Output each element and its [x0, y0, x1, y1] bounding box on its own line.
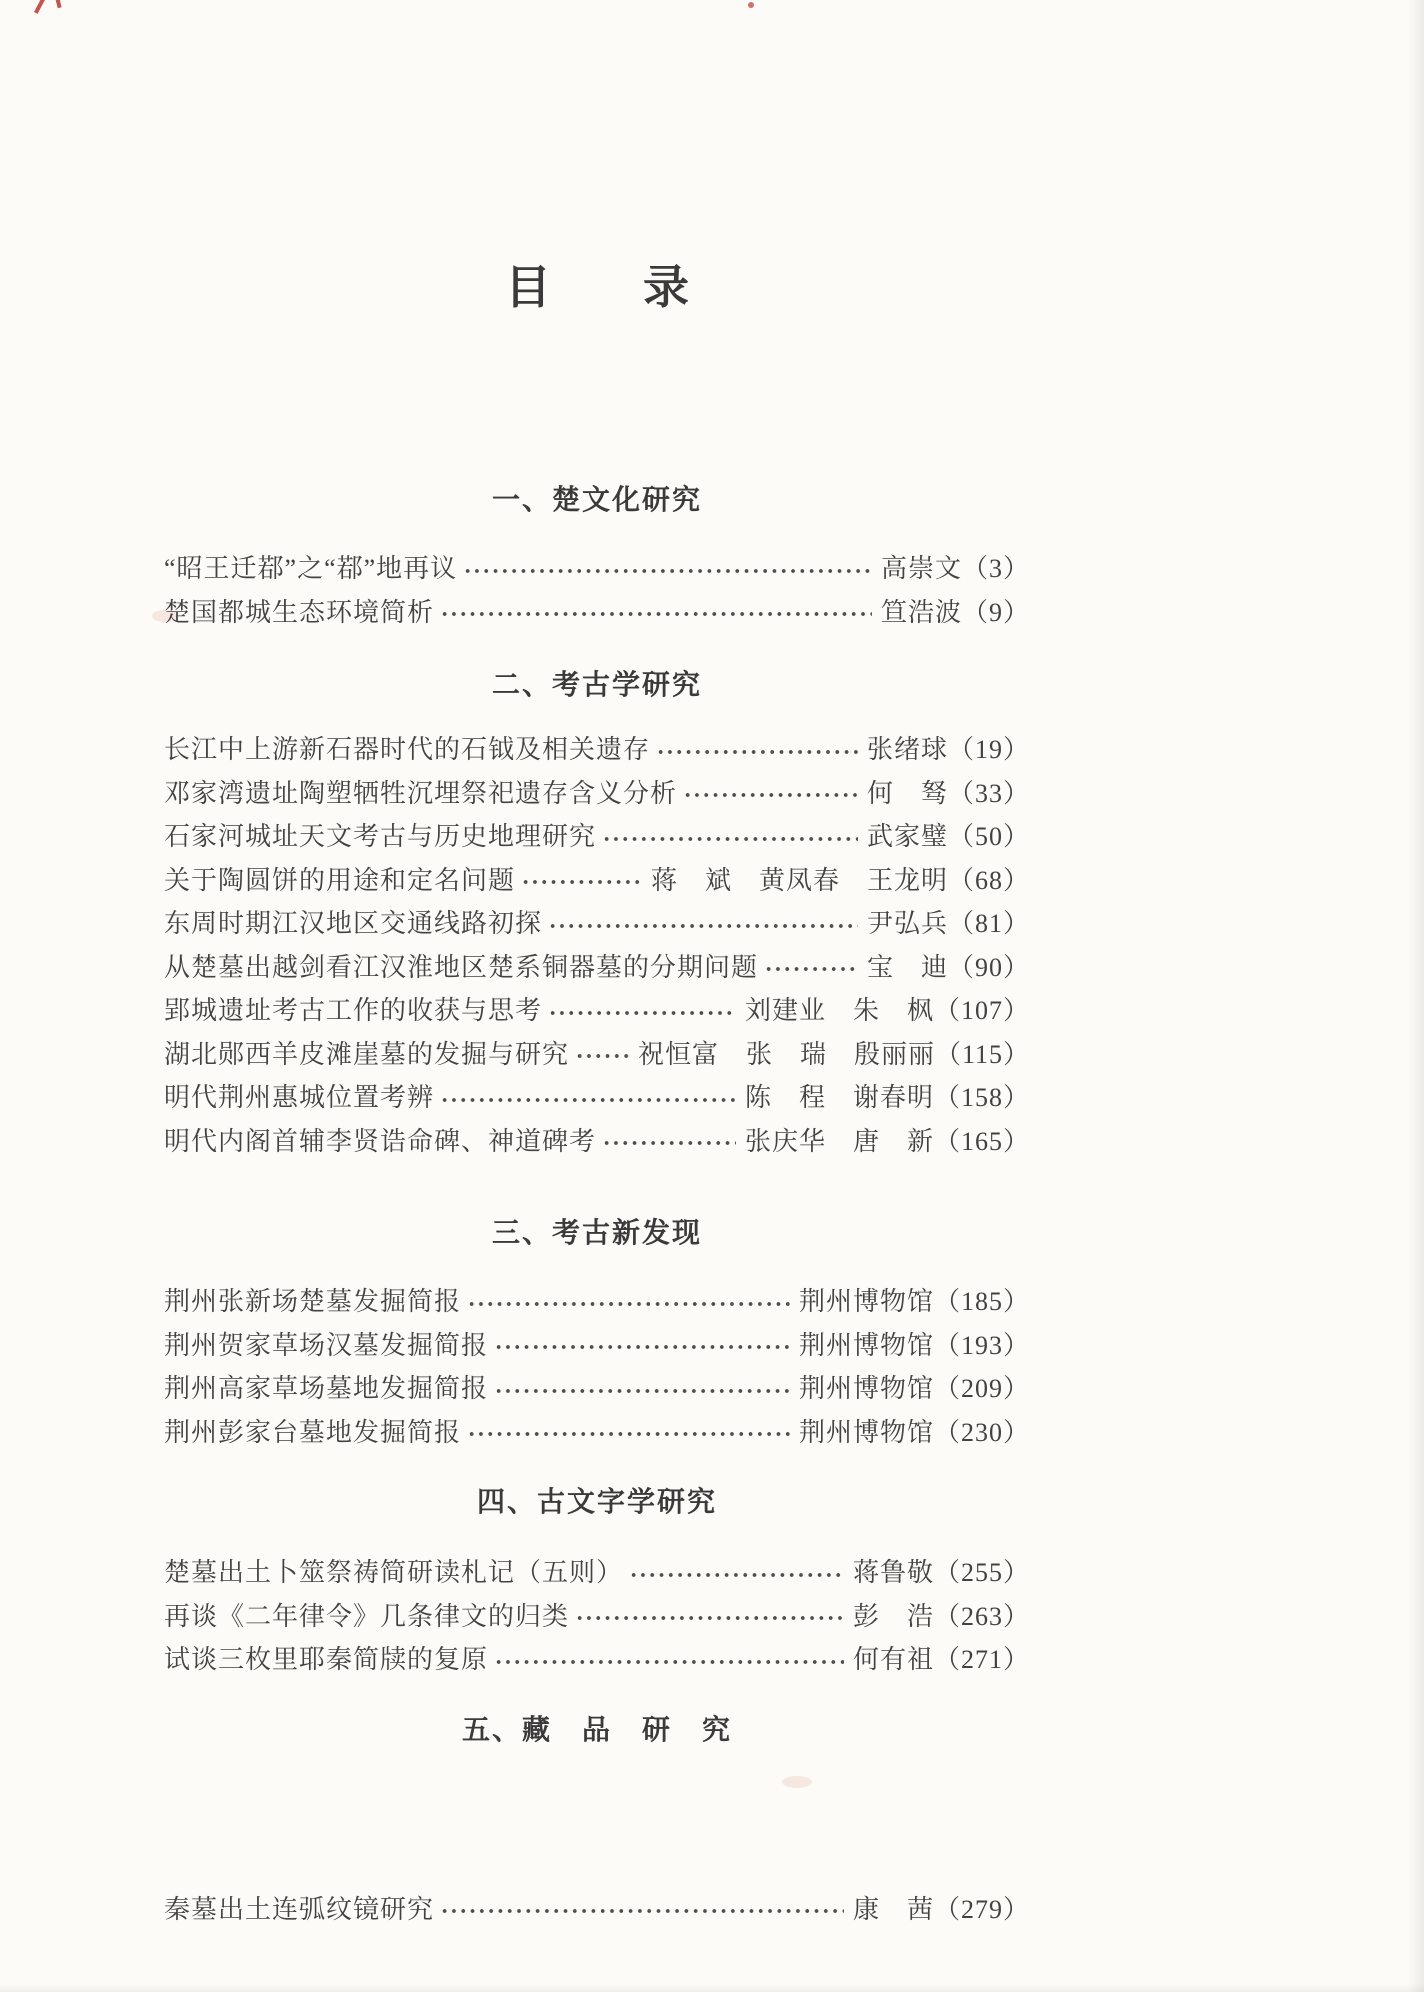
toc-sections	[164, 482, 1030, 1929]
entry-title: 荆州高家草场墓地发掘简报	[164, 1374, 489, 1404]
entry-title: 试谈三枚里耶秦简牍的复原	[164, 1645, 489, 1675]
leader-dots	[494, 1658, 844, 1666]
leader-dots	[440, 1096, 736, 1104]
entry-title: 荆州贺家草场汉墓发掘简报	[164, 1330, 489, 1360]
toc-entry	[164, 1278, 1030, 1322]
entry-title: “昭王迁鄀”之“鄀”地再议	[164, 554, 458, 584]
leader-dots	[440, 610, 872, 618]
leader-dots	[683, 791, 858, 799]
entry-author-page: 彭 浩（263）	[852, 1601, 1030, 1631]
page-edge-shadow	[0, 1984, 1424, 1992]
toc-entry	[164, 1549, 1030, 1593]
page-title: 目 录	[505, 262, 689, 313]
entry-author-page: 荆州博物馆（193）	[798, 1330, 1030, 1360]
toc-entry	[164, 987, 1030, 1031]
leader-dots	[521, 878, 642, 886]
entry-title: 明代荆州惠城位置考辨	[164, 1083, 435, 1113]
entry-title: 邓家湾遗址陶塑牺牲沉埋祭祀遗存含义分析	[164, 778, 678, 808]
section-header: 二、考古学研究	[491, 669, 702, 700]
entry-title: 长江中上游新石器时代的石钺及相关遗存	[164, 735, 651, 765]
entry-author-page: 蒋鲁敬（255）	[852, 1558, 1030, 1588]
toc-entry	[164, 545, 1030, 589]
entry-author-page: 高崇文（3）	[880, 554, 1030, 584]
toc-entry	[164, 857, 1030, 901]
leader-dots	[467, 1430, 790, 1438]
entry-title: 楚墓出土卜筮祭祷简研读札记（五则）	[164, 1558, 624, 1588]
section-header: 三、考古新发现	[491, 1217, 702, 1248]
toc-entry	[164, 1118, 1030, 1162]
toc-entry	[164, 1322, 1030, 1366]
entry-author-page: 笪浩波（9）	[880, 597, 1030, 627]
toc-section	[164, 667, 1030, 1161]
leader-dots	[764, 965, 858, 973]
entry-title: 湖北郧西羊皮滩崖墓的发掘与研究	[164, 1039, 570, 1069]
leader-dots	[656, 748, 858, 756]
toc-section	[164, 1215, 1030, 1452]
section-header: 四、古文字学研究	[476, 1486, 717, 1517]
toc-entry	[164, 589, 1030, 633]
section-entries	[164, 1549, 1030, 1680]
section-entries	[164, 1278, 1030, 1452]
entry-title: 荆州张新场楚墓发掘简报	[164, 1287, 462, 1317]
entry-author-page: 祝恒富 张 瑞 殷丽丽（115）	[637, 1039, 1030, 1069]
toc-section	[164, 482, 1030, 632]
leader-dots	[467, 1300, 790, 1308]
toc-entry	[164, 1636, 1030, 1680]
leader-dots	[602, 1139, 736, 1147]
entry-title: 荆州彭家台墓地发掘简报	[164, 1417, 462, 1447]
entry-title: 石家河城址天文考古与历史地理研究	[164, 822, 597, 852]
scan-artifact-red-tick	[34, 0, 46, 14]
section-entries	[164, 1886, 1030, 1930]
entry-title: 再谈《二年律令》几条律文的归类	[164, 1601, 570, 1631]
leader-dots	[548, 922, 858, 930]
leader-dots	[494, 1387, 790, 1395]
section-header: 五、藏 品 研 究	[461, 1713, 732, 1745]
leader-dots	[548, 1009, 736, 1017]
entry-title: 明代内阁首辅李贤诰命碑、神道碑考	[164, 1126, 597, 1156]
entry-author-page: 蒋 斌 黄凤春 王龙明（68）	[650, 865, 1030, 895]
section-entries	[164, 545, 1030, 632]
entry-author-page: 荆州博物馆（230）	[798, 1417, 1030, 1447]
leader-dots	[602, 835, 858, 843]
entry-title: 楚国都城生态环境简析	[164, 597, 435, 627]
entry-author-page: 陈 程 谢春明（158）	[744, 1083, 1030, 1113]
entry-author-page: 荆州博物馆（209）	[798, 1374, 1030, 1404]
toc-entry	[164, 813, 1030, 857]
leader-dots	[494, 1343, 790, 1351]
leader-dots	[575, 1052, 629, 1060]
entry-title: 从楚墓出越剑看江汉淮地区楚系铜器墓的分期问题	[164, 952, 759, 982]
toc-entry	[164, 1365, 1030, 1409]
toc-entry	[164, 1031, 1030, 1075]
entry-author-page: 何 驽（33）	[866, 778, 1030, 808]
section-entries	[164, 726, 1030, 1161]
leader-dots	[629, 1571, 844, 1579]
entry-author-page: 刘建业 朱 枫（107）	[744, 996, 1030, 1026]
entry-author-page: 尹弘兵（81）	[866, 909, 1030, 939]
toc-entry	[164, 726, 1030, 770]
toc-entry	[164, 770, 1030, 814]
leader-dots	[575, 1614, 844, 1622]
toc-entry	[164, 944, 1030, 988]
entry-author-page: 康 茜（279）	[852, 1894, 1030, 1924]
toc-section	[164, 1484, 1030, 1680]
toc-entry	[164, 1074, 1030, 1118]
entry-author-page: 张庆华 唐 新（165）	[744, 1126, 1030, 1156]
scan-artifact-red-tick	[54, 0, 61, 8]
toc-section	[164, 1712, 1030, 1930]
entry-title: 东周时期江汉地区交通线路初探	[164, 909, 543, 939]
entry-author-page: 何有祖（271）	[852, 1645, 1030, 1675]
entry-author-page: 荆州博物馆（185）	[798, 1287, 1030, 1317]
entry-author-page: 宝 迪（90）	[866, 952, 1030, 982]
entry-author-page: 张绪球（19）	[866, 735, 1030, 765]
toc-content	[164, 0, 1030, 1929]
entry-title: 关于陶圆饼的用途和定名问题	[164, 865, 516, 895]
toc-entry	[164, 1886, 1030, 1930]
entry-author-page: 武家璧（50）	[866, 822, 1030, 852]
toc-entry	[164, 900, 1030, 944]
section-header: 一、楚文化研究	[491, 484, 702, 515]
toc-entry	[164, 1593, 1030, 1637]
leader-dots	[463, 567, 872, 575]
entry-title: 秦墓出土连弧纹镜研究	[164, 1894, 435, 1924]
page-edge-shadow	[1408, 0, 1424, 1992]
toc-entry	[164, 1409, 1030, 1453]
leader-dots	[440, 1907, 844, 1915]
entry-title: 郢城遗址考古工作的收获与思考	[164, 996, 543, 1026]
